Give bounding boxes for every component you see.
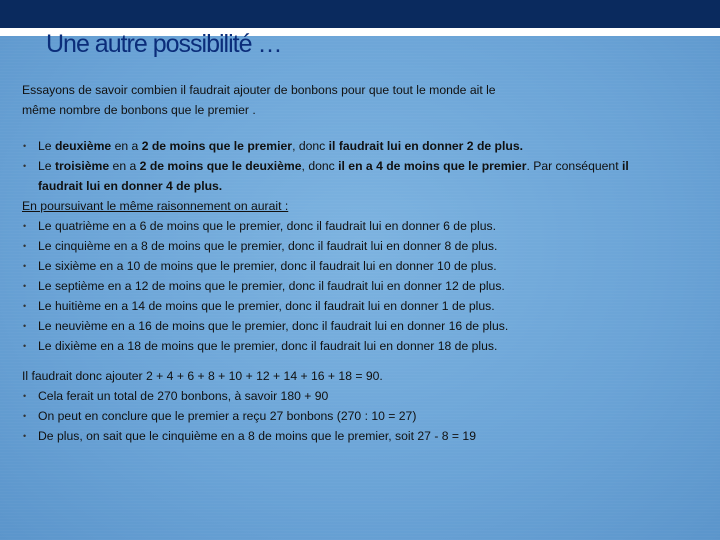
bullet-icon: • (23, 281, 27, 291)
bullet-icon: • (23, 431, 27, 441)
text: . Par conséquent (526, 159, 622, 173)
top-bar (0, 0, 720, 28)
slide-body (22, 80, 672, 446)
final-bullet-list (22, 386, 672, 446)
list-item-text: On peut en conclure que le premier a reçu 27 bonbons (270 : 10 = 27) (38, 409, 417, 423)
text: Le (38, 139, 55, 153)
text: , donc (292, 139, 329, 153)
list-item (22, 276, 672, 296)
continuation-heading: En poursuivant le même raisonnement on aurait : (22, 199, 289, 213)
list-item (22, 386, 672, 406)
list-item-text: Le cinquième en a 8 de moins que le premier, donc il faudrait lui en donner 8 de plus. (38, 239, 498, 253)
intro-line-2: même nombre de bonbons que le premier . (22, 103, 256, 117)
bullet-icon: • (23, 301, 27, 311)
first-bullet-list (22, 136, 672, 196)
bullet-icon: • (23, 141, 27, 151)
list-item-text: Le quatrième en a 6 de moins que le premier, donc il faudrait lui en donner 6 de plus. (38, 219, 496, 233)
bullet-icon: • (23, 241, 27, 251)
bullet-icon: • (23, 341, 27, 351)
list-item (22, 236, 672, 256)
list-item (22, 136, 672, 156)
list-item-text: Cela ferait un total de 270 bonbons, à savoir 180 + 90 (38, 389, 329, 403)
bold-text: il faudrait lui en donner 2 de plus. (328, 139, 524, 153)
list-item-text: Le huitième en a 14 de moins que le premier, donc il faudrait lui en donner 1 de plus. (38, 299, 495, 313)
text: en a (111, 139, 142, 153)
list-item-text: Le neuvième en a 16 de moins que le premier, donc il faudrait lui en donner 16 de plus. (38, 319, 509, 333)
spacer (22, 120, 672, 136)
list-item (22, 296, 672, 316)
list-item (22, 426, 672, 446)
bold-text: troisième (54, 159, 110, 173)
list-item-text: Le dixième en a 18 de moins que le premier, donc il faudrait lui en donner 18 de plus. (38, 339, 498, 353)
list-item-text: Le septième en a 12 de moins que le premier, donc il faudrait lui en donner 12 de plus. (38, 279, 505, 293)
text: Le (38, 159, 55, 173)
list-item (22, 336, 672, 356)
bold-text: il faudrait lui en donner 4 de plus. (38, 159, 629, 193)
slide-title: Une autre possibilité … (46, 30, 282, 58)
list-item (22, 156, 672, 196)
bold-text: 2 de moins que le premier (141, 139, 293, 153)
text: , donc (301, 159, 339, 173)
text: en a (109, 159, 140, 173)
bullet-icon: • (23, 411, 27, 421)
list-item (22, 316, 672, 336)
list-item-text: Le sixième en a 10 de moins que le premier, donc il faudrait lui en donner 10 de plus. (38, 259, 497, 273)
list-item-text: De plus, on sait que le cinquième en a 8 de moins que le premier, soit 27 - 8 = 19 (38, 429, 476, 443)
conclusion-sum: Il faudrait donc ajouter 2 + 4 + 6 + 8 + 10 + 12 + 14 + 16 + 18 = 90. (22, 369, 383, 383)
list-item (22, 406, 672, 426)
bullet-icon: • (23, 261, 27, 271)
intro-line-1: Essayons de savoir combien il faudrait ajouter de bonbons pour que tout le monde ait le (22, 83, 496, 97)
second-bullet-list (22, 216, 672, 356)
bullet-icon: • (23, 161, 27, 171)
bullet-icon: • (23, 391, 27, 401)
bullet-icon: • (23, 321, 27, 331)
bullet-icon: • (23, 221, 27, 231)
list-item (22, 256, 672, 276)
spacer (22, 356, 672, 366)
bold-text: 2 de moins que le deuxième (139, 159, 302, 173)
bold-text: deuxième (54, 139, 112, 153)
bold-text: il en a 4 de moins que le premier (338, 159, 527, 173)
list-item (22, 216, 672, 236)
